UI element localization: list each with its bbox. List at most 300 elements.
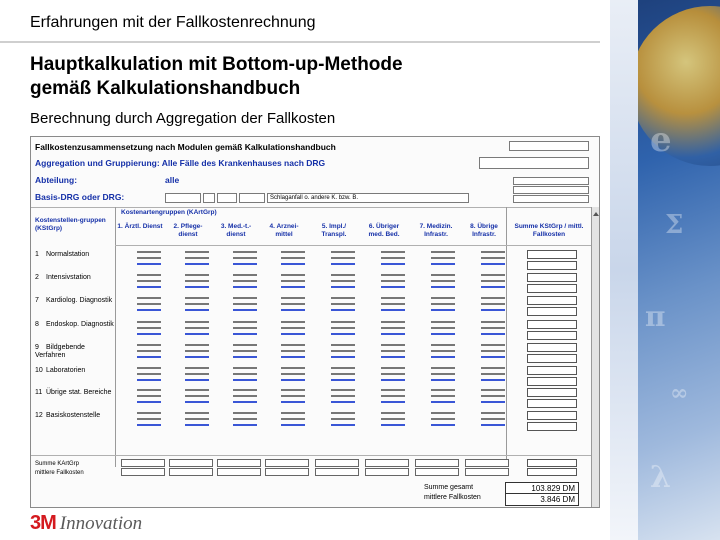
cell-placeholder — [137, 251, 161, 253]
cell-placeholder — [481, 263, 505, 265]
cell-placeholder — [381, 309, 405, 311]
row-total-box — [527, 377, 577, 386]
cell-placeholder — [185, 424, 209, 426]
cell-placeholder — [137, 309, 161, 311]
row-total-box — [527, 307, 577, 316]
logo-3m: 3M — [30, 512, 56, 534]
cell-placeholder — [481, 309, 505, 311]
cell-placeholder — [281, 389, 305, 391]
meta-field[interactable] — [513, 177, 589, 185]
cell-placeholder — [185, 333, 209, 335]
cell-placeholder — [331, 257, 355, 259]
sum-cell-box — [415, 459, 459, 467]
cell-placeholder — [481, 327, 505, 329]
cell-placeholder — [185, 344, 209, 346]
cell-placeholder — [331, 274, 355, 276]
mittlere-fallkosten-label: mittlere Fallkosten — [424, 494, 481, 501]
cell-placeholder — [281, 303, 305, 305]
decorative-glyph: π — [645, 300, 666, 333]
sum-cell-box — [315, 468, 359, 476]
sum-cell-box — [169, 468, 213, 476]
cell-placeholder — [185, 389, 209, 391]
cell-placeholder — [481, 401, 505, 403]
meta-field[interactable] — [513, 186, 589, 194]
cell-placeholder — [281, 297, 305, 299]
cell-placeholder — [137, 356, 161, 358]
cell-placeholder — [431, 280, 455, 282]
cell-placeholder — [185, 274, 209, 276]
cell-placeholder — [233, 321, 257, 323]
row-total-box — [527, 296, 577, 305]
cell-placeholder — [185, 309, 209, 311]
cell-placeholder — [185, 401, 209, 403]
kostenarten-header: Kostenartengruppen (KArtGrp) — [121, 209, 217, 216]
cell-placeholder — [381, 303, 405, 305]
column-header: 5. Impl./ Transpl. — [321, 223, 347, 238]
cell-placeholder — [233, 418, 257, 420]
mittlere-fallkosten-row-label: mittlere Fallkosten — [35, 470, 84, 476]
cell-placeholder — [137, 379, 161, 381]
cell-placeholder — [233, 424, 257, 426]
row-name: Intensivstation — [46, 274, 91, 281]
column-header: 8. Übrige Infrastr. — [470, 223, 498, 238]
cell-placeholder — [481, 274, 505, 276]
cell-placeholder — [481, 344, 505, 346]
cell-placeholder — [381, 373, 405, 375]
sum-cell-box — [265, 459, 309, 467]
cell-placeholder — [137, 418, 161, 420]
cell-placeholder — [281, 274, 305, 276]
cell-placeholder — [185, 327, 209, 329]
cell-placeholder — [481, 367, 505, 369]
cell-placeholder — [185, 321, 209, 323]
cell-placeholder — [281, 257, 305, 259]
row-total-box — [527, 320, 577, 329]
cell-placeholder — [233, 251, 257, 253]
row-total-box — [527, 284, 577, 293]
cell-placeholder — [431, 297, 455, 299]
cell-placeholder — [137, 327, 161, 329]
cell-placeholder — [137, 395, 161, 397]
cell-placeholder — [233, 401, 257, 403]
cell-placeholder — [185, 350, 209, 352]
cell-placeholder — [381, 263, 405, 265]
row-number: 11 — [35, 389, 43, 396]
cell-placeholder — [185, 280, 209, 282]
calculation-sheet — [30, 136, 600, 508]
row-label — [35, 251, 89, 259]
cell-placeholder — [185, 418, 209, 420]
summe-kartgrp-label: Summe KArtGrp — [35, 461, 80, 467]
cell-placeholder — [381, 274, 405, 276]
sum-cell-box — [217, 468, 261, 476]
cell-placeholder — [481, 389, 505, 391]
cell-placeholder — [137, 263, 161, 265]
cell-placeholder — [281, 286, 305, 288]
cell-placeholder — [331, 367, 355, 369]
header-divider — [115, 245, 593, 246]
cell-placeholder — [381, 350, 405, 352]
cell-placeholder — [481, 286, 505, 288]
cell-placeholder — [331, 303, 355, 305]
cell-placeholder — [481, 356, 505, 358]
slide-header: Erfahrungen mit der Fallkostenrechnung — [30, 14, 316, 31]
cell-placeholder — [185, 356, 209, 358]
cell-placeholder — [481, 412, 505, 414]
sum-cell-box — [265, 468, 309, 476]
cell-placeholder — [431, 412, 455, 414]
cell-placeholder — [331, 412, 355, 414]
cell-placeholder — [481, 257, 505, 259]
sheet-divider — [31, 455, 600, 456]
row-total-box — [527, 250, 577, 259]
cell-placeholder — [281, 350, 305, 352]
sum-cell-box — [315, 459, 359, 467]
cell-placeholder — [331, 263, 355, 265]
cell-placeholder — [331, 373, 355, 375]
cell-placeholder — [137, 350, 161, 352]
cell-placeholder — [281, 412, 305, 414]
cell-placeholder — [481, 333, 505, 335]
cell-placeholder — [331, 401, 355, 403]
cell-placeholder — [281, 401, 305, 403]
cell-placeholder — [281, 424, 305, 426]
cell-placeholder — [431, 424, 455, 426]
cell-placeholder — [137, 274, 161, 276]
cell-placeholder — [281, 333, 305, 335]
cell-placeholder — [431, 418, 455, 420]
cell-placeholder — [481, 251, 505, 253]
sum-cell-box — [465, 459, 509, 467]
cell-placeholder — [233, 379, 257, 381]
row-number: 7 — [35, 297, 39, 304]
cell-placeholder — [233, 333, 257, 335]
cell-placeholder — [381, 401, 405, 403]
cell-placeholder — [431, 379, 455, 381]
drg-suffix-field[interactable] — [217, 193, 237, 203]
cell-placeholder — [331, 309, 355, 311]
summe-gesamt-label: Summe gesamt — [424, 484, 474, 491]
row-name: Basiskostenstelle — [46, 412, 101, 419]
cell-placeholder — [481, 395, 505, 397]
cell-placeholder — [233, 395, 257, 397]
cell-placeholder — [431, 303, 455, 305]
sum-total-box — [527, 468, 577, 476]
sum-total-box — [527, 459, 577, 467]
decorative-glyph: e — [650, 120, 672, 160]
cell-placeholder — [281, 251, 305, 253]
cell-placeholder — [381, 321, 405, 323]
sheet-heading: Fallkostenzusammensetzung nach Modulen gemäß Kalkulationshandbuch — [35, 142, 336, 152]
sum-cell-box — [169, 459, 213, 467]
cell-placeholder — [381, 286, 405, 288]
decorative-glyph: Σ — [665, 210, 684, 240]
cell-placeholder — [233, 327, 257, 329]
cell-placeholder — [233, 286, 257, 288]
cell-placeholder — [281, 327, 305, 329]
row-name: Bildgebende Verfahren — [35, 344, 85, 359]
cell-placeholder — [281, 280, 305, 282]
cell-placeholder — [137, 280, 161, 282]
cell-placeholder — [331, 286, 355, 288]
row-label — [35, 274, 91, 282]
cell-placeholder — [331, 418, 355, 420]
column-header: 7. Medizin. Infrastr. — [419, 223, 453, 238]
column-header: Summe KStGrp / mittl. Fallkosten — [514, 223, 584, 238]
cell-placeholder — [137, 321, 161, 323]
row-number: 12 — [35, 412, 43, 419]
drg-code-field[interactable] — [165, 193, 201, 203]
cell-placeholder — [185, 303, 209, 305]
cell-placeholder — [481, 321, 505, 323]
row-total-box — [527, 422, 577, 431]
cell-placeholder — [233, 274, 257, 276]
row-number: 10 — [35, 367, 43, 374]
cell-placeholder — [331, 321, 355, 323]
sum-cell-box — [365, 468, 409, 476]
logo-tagline: Innovation — [59, 513, 143, 534]
cell-placeholder — [137, 373, 161, 375]
cell-placeholder — [481, 280, 505, 282]
cell-placeholder — [185, 367, 209, 369]
meta-field[interactable] — [479, 157, 589, 169]
row-label — [35, 367, 85, 375]
cell-placeholder — [381, 257, 405, 259]
cell-placeholder — [137, 257, 161, 259]
cell-placeholder — [233, 344, 257, 346]
sheet-divider — [31, 207, 600, 208]
cell-placeholder — [233, 412, 257, 414]
row-total-box — [527, 331, 577, 340]
column-header: 1. Ärztl. Dienst — [117, 223, 163, 230]
cell-placeholder — [185, 379, 209, 381]
sum-cell-box — [217, 459, 261, 467]
cell-placeholder — [431, 333, 455, 335]
cell-placeholder — [185, 251, 209, 253]
decorative-strip — [610, 0, 638, 540]
sum-cell-box — [121, 459, 165, 467]
row-name: Übrige stat. Bereiche — [46, 389, 112, 396]
cell-placeholder — [381, 333, 405, 335]
cell-placeholder — [381, 251, 405, 253]
cell-placeholder — [233, 356, 257, 358]
cell-placeholder — [233, 263, 257, 265]
title-line-1: Hauptkalkulation mit Bottom-up-Methode — [30, 54, 403, 75]
vertical-scrollbar[interactable] — [591, 207, 599, 507]
cell-placeholder — [233, 309, 257, 311]
slide-title — [30, 53, 403, 101]
row-number: 9 — [35, 344, 39, 351]
drg-id-field[interactable] — [239, 193, 265, 203]
cell-placeholder — [281, 395, 305, 397]
decorative-globe-panel — [610, 0, 720, 540]
cell-placeholder — [481, 379, 505, 381]
cell-placeholder — [281, 309, 305, 311]
cell-placeholder — [185, 297, 209, 299]
cell-placeholder — [381, 344, 405, 346]
cell-placeholder — [331, 344, 355, 346]
cell-placeholder — [137, 412, 161, 414]
row-total-box — [527, 343, 577, 352]
cell-placeholder — [381, 367, 405, 369]
cell-placeholder — [431, 309, 455, 311]
cell-placeholder — [233, 257, 257, 259]
cell-placeholder — [431, 286, 455, 288]
abteilung-value: alle — [165, 175, 180, 185]
cell-placeholder — [331, 297, 355, 299]
cell-placeholder — [381, 424, 405, 426]
cell-placeholder — [281, 367, 305, 369]
cell-placeholder — [381, 418, 405, 420]
cell-placeholder — [137, 401, 161, 403]
cell-placeholder — [481, 297, 505, 299]
column-divider — [506, 207, 507, 467]
globe-image — [630, 6, 720, 166]
cell-placeholder — [381, 379, 405, 381]
row-number: 1 — [35, 251, 39, 258]
row-total-box — [527, 273, 577, 282]
column-divider — [115, 207, 116, 467]
cell-placeholder — [431, 356, 455, 358]
meta-field[interactable] — [509, 141, 589, 151]
cell-placeholder — [233, 367, 257, 369]
row-label — [35, 321, 115, 329]
cell-placeholder — [185, 373, 209, 375]
cell-placeholder — [185, 263, 209, 265]
cell-placeholder — [331, 424, 355, 426]
cell-placeholder — [281, 321, 305, 323]
cell-placeholder — [137, 389, 161, 391]
cell-placeholder — [331, 379, 355, 381]
cell-placeholder — [431, 251, 455, 253]
cell-placeholder — [381, 356, 405, 358]
cell-placeholder — [431, 395, 455, 397]
row-label — [35, 412, 115, 420]
cell-placeholder — [331, 389, 355, 391]
column-header: 6. Übriger med. Bed. — [368, 223, 400, 238]
cell-placeholder — [481, 350, 505, 352]
cell-placeholder — [137, 303, 161, 305]
cell-placeholder — [431, 350, 455, 352]
row-number: 8 — [35, 321, 39, 328]
cell-placeholder — [431, 344, 455, 346]
row-total-box — [527, 366, 577, 375]
slide-subtitle: Berechnung durch Aggregation der Fallkosten — [30, 110, 336, 127]
cell-placeholder — [431, 367, 455, 369]
cell-placeholder — [185, 412, 209, 414]
cell-placeholder — [137, 367, 161, 369]
abteilung-label: Abteilung: — [35, 175, 78, 185]
brand-logo — [30, 512, 142, 536]
row-name: Laboratorien — [46, 367, 86, 374]
cell-placeholder — [431, 373, 455, 375]
cell-placeholder — [331, 327, 355, 329]
cell-placeholder — [381, 327, 405, 329]
cell-placeholder — [381, 297, 405, 299]
row-name: Kardiolog. Diagnostik — [46, 297, 113, 304]
cell-placeholder — [381, 412, 405, 414]
cell-placeholder — [233, 280, 257, 282]
cell-placeholder — [431, 263, 455, 265]
cell-placeholder — [431, 327, 455, 329]
cell-placeholder — [431, 257, 455, 259]
row-total-box — [527, 388, 577, 397]
cell-placeholder — [185, 395, 209, 397]
row-label — [35, 344, 115, 360]
row-name: Normalstation — [46, 251, 90, 258]
row-total-box — [527, 399, 577, 408]
cell-placeholder — [137, 333, 161, 335]
cell-placeholder — [137, 286, 161, 288]
cell-placeholder — [381, 389, 405, 391]
column-header: 3. Med.-t.-dienst — [220, 223, 252, 238]
cell-placeholder — [381, 280, 405, 282]
row-total-box — [527, 411, 577, 420]
row-total-box — [527, 261, 577, 270]
cell-placeholder — [481, 303, 505, 305]
cell-placeholder — [331, 395, 355, 397]
cell-placeholder — [281, 344, 305, 346]
cell-placeholder — [185, 257, 209, 259]
cell-placeholder — [481, 373, 505, 375]
sum-cell-box — [121, 468, 165, 476]
cell-placeholder — [431, 321, 455, 323]
drg-description-field[interactable]: Schlaganfall o. andere K. bzw. B. — [267, 193, 469, 203]
cell-placeholder — [431, 401, 455, 403]
summe-gesamt-value: 103.829 DM — [505, 482, 579, 495]
aggregation-label: Aggregation und Gruppierung: Alle Fälle des Krankenhauses nach DRG — [35, 158, 326, 168]
sum-cell-box — [465, 468, 509, 476]
drg-number-field[interactable] — [203, 193, 215, 203]
cell-placeholder — [481, 418, 505, 420]
row-label — [35, 389, 115, 397]
column-header: 2. Pflege-dienst — [173, 223, 203, 238]
decorative-glyph: λ — [650, 460, 672, 495]
cell-placeholder — [233, 350, 257, 352]
row-label — [35, 297, 115, 305]
cell-placeholder — [281, 379, 305, 381]
cell-placeholder — [137, 297, 161, 299]
cell-placeholder — [431, 274, 455, 276]
cell-placeholder — [331, 333, 355, 335]
cell-placeholder — [431, 389, 455, 391]
sum-cell-box — [365, 459, 409, 467]
cell-placeholder — [331, 356, 355, 358]
cell-placeholder — [233, 389, 257, 391]
cell-placeholder — [281, 418, 305, 420]
cell-placeholder — [281, 356, 305, 358]
kostenstellen-header: Kostenstellen-gruppen (KStGrp) — [35, 217, 106, 232]
cell-placeholder — [137, 424, 161, 426]
cell-placeholder — [331, 251, 355, 253]
meta-field[interactable] — [513, 195, 589, 203]
mittlere-fallkosten-value: 3.846 DM — [505, 493, 579, 506]
cell-placeholder — [233, 297, 257, 299]
cell-placeholder — [137, 344, 161, 346]
cell-placeholder — [381, 395, 405, 397]
cell-placeholder — [281, 263, 305, 265]
decorative-glyph: ∞ — [670, 380, 689, 406]
drg-label: Basis-DRG oder DRG: — [35, 192, 125, 202]
cell-placeholder — [233, 303, 257, 305]
column-header: 4. Arznei-mittel — [269, 223, 299, 238]
row-name: Endoskop. Diagnostik — [46, 321, 114, 328]
cell-placeholder — [185, 286, 209, 288]
header-divider — [0, 41, 600, 43]
cell-placeholder — [281, 373, 305, 375]
sum-cell-box — [415, 468, 459, 476]
cell-placeholder — [331, 280, 355, 282]
